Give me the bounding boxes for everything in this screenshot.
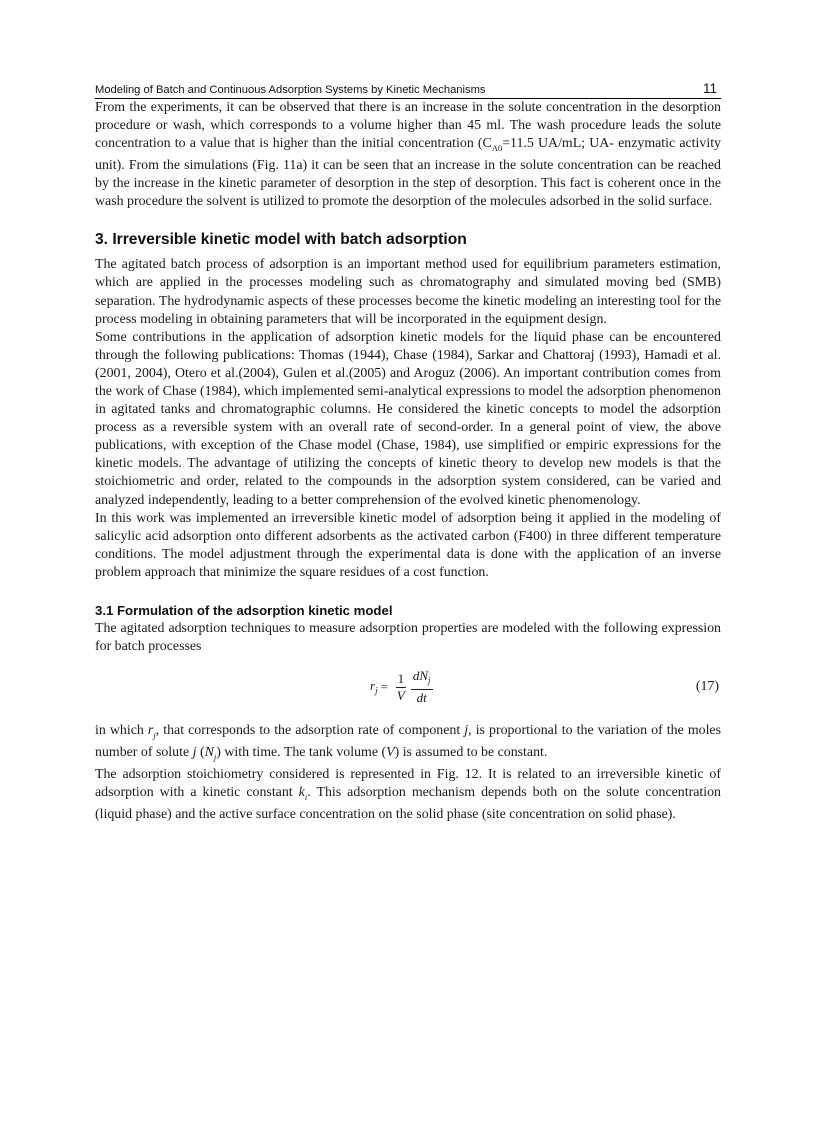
section-3-1-heading: 3.1 Formulation of the adsorption kinetic model bbox=[95, 603, 393, 619]
equation-number: (17) bbox=[695, 679, 719, 695]
running-header bbox=[95, 78, 721, 99]
eq-fraction-2: $\frac{dN_j}{dt}$ bbox=[412, 668, 431, 705]
intro-paragraph: From the experiments, it can be observed that there is an increase in the solute concentration in the desorption procedure or wash, which corresponds to a volume higher than 45 ml. The wash procedure leads the solute concentration to a value that is higher than the initial concentration ($C_{A0}=11.5$ UA/mL; UA- enzymatic activity unit). From the simulations (Fig. 11a) it can be seen that an increase in the solute concentration can be reached by the increase in the kinetic parameter of desorption in the step of desorption. This fact is coherent once in the wash procedure the solvent is utilized to promote the desorption of the molecules adsorbed in the solid surface. bbox=[95, 100, 721, 210]
page bbox=[95, 78, 721, 824]
stoichiometry-paragraph: The adsorption stoichiometry considered is represented in Fig. 12. It is related to an irreversible kinetic of adsorption with a kinetic constant $k_i$. This adsorption mechanism depends both on the solute concentration (liquid phase) and the active surface concentration on the solid phase (site concentration on solid phase). bbox=[95, 766, 721, 822]
section-3-paragraph: The agitated batch process of adsorption is an important method used for equilibrium parameters estimation, which are applied in the processes modeling such as chromatography and simulated moving bed (SMB) separation. The hydrodynamic aspects of these processes become the kinetic modeling an interesting tool for the process modeling in obtaining parameters that will be incorporated in the equipment design. bbox=[95, 257, 721, 327]
section-3-heading: 3. Irreversible kinetic model with batch adsorption bbox=[95, 231, 467, 249]
equation-explanation: in which $r_j$, that corresponds to the adsorption rate of component j, is proportional to the variation of the moles number of solute j $(N_j)$ with time. The tank volume (V) is assumed to be constant. bbox=[95, 723, 722, 762]
eq-lhs: $r_j$ bbox=[370, 678, 378, 696]
equation-17: $r_j$ = $\frac{1}{V}$ $\frac{dN_j}{dt}$ (17) bbox=[370, 668, 719, 705]
section-3-paragraph: Some contributions in the application of adsorption kinetic models for the liquid phase can be encountered through the following publications: Thomas (1944), Chase (1984), Sarkar and Chattoraj (1993), Hamadi et al. (2001, 2004), Otero et al.(2004), Gulen et al.(2005) and Aroguz (2006). An important contribution comes from the work of Chase (1984), which implemented semi-analytical expressions to model the adsorption phenomenon in agitated tanks and chromatographic columns. He considered the kinetic concepts to model the adsorption process as a reversible system with an overall rate of second-order. In a general point of view, the above publications, with exception of the Chase model (Chase, 1984), use simplified or empiric expressions for the kinetic models. The advantage of utilizing the concepts of kinetic theory to develop new models is that the stoichiometric and order, related to the compounds in the adsorption system considered, can be varied and analyzed independently, leading to a better comprehension of the evolved kinetic phenomenology. bbox=[95, 329, 721, 508]
section-3-paragraph: In this work was implemented an irreversible kinetic model of adsorption being it applied in the modeling of salicylic acid adsorption onto different adsorbents as the activated carbon (F400) in three different temperature conditions. The model adjustment through the experimental data is done with the application of an inverse problem approach that minimize the square residues of a cost function. bbox=[95, 510, 721, 580]
page-number: 11 bbox=[702, 81, 717, 96]
running-title: Modeling of Batch and Continuous Adsorption Systems by Kinetic Mechanisms bbox=[95, 84, 486, 96]
eq-fraction-1: $\frac{1}{V}$ bbox=[396, 670, 405, 703]
section-3-1-intro: The agitated adsorption techniques to measure adsorption properties are modeled with the following expression for batch processes bbox=[95, 621, 721, 655]
